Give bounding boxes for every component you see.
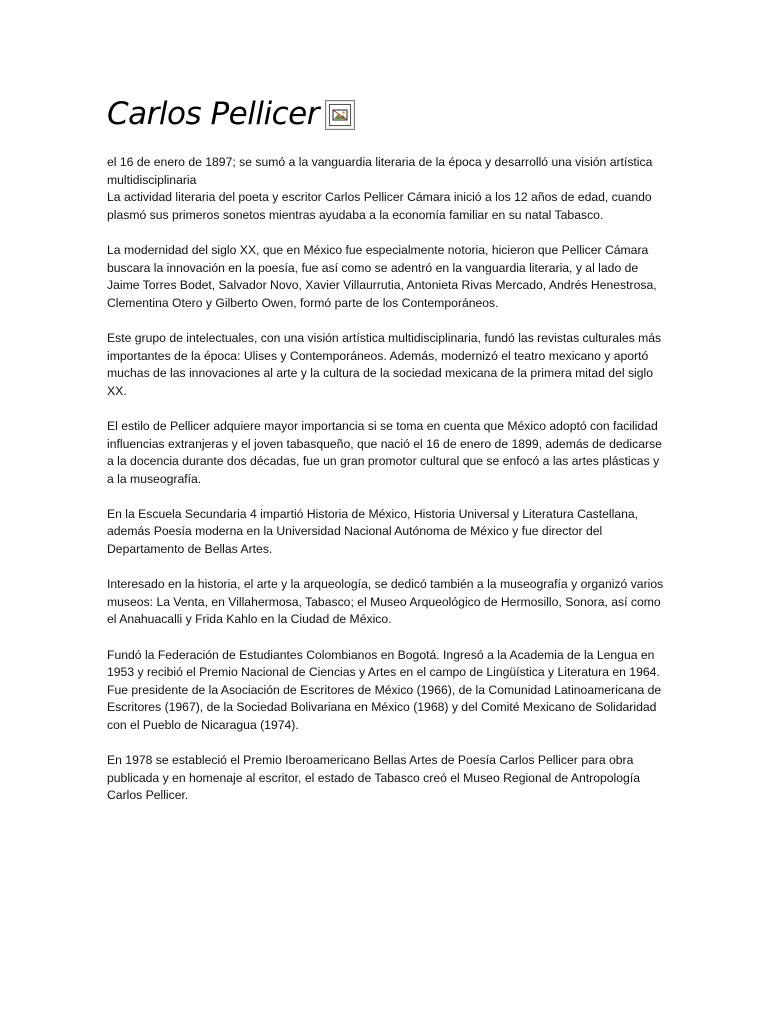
paragraph: El estilo de Pellicer adquiere mayor importancia si se toma en cuenta que México adoptó con facilidad influencias extranjeras y el joven tabasqueño, que nació el 16 de enero de 1899, además de dedicarse a la docencia durante dos décadas, fue un gran promotor cultural que se enfocó a las artes plásticas y a la museografía. — [107, 418, 662, 486]
paragraph: Fundó la Federación de Estudiantes Colombianos en Bogotá. Ingresó a la Academia de la Lengua en 1953 y recibió el Premio Nacional de Ciencias y Artes en el campo de Lingüística y Literatura en 1964. Fue presidente de la Asociación de Escritores de México (1966), de la Comunidad Latinoamericana de Escritores (1967), de la Sociedad Bolivariana en México (1968) y del Comité Mexicano de Solidaridad con el Pueblo de Nicaragua (1974). — [107, 647, 662, 732]
paragraph: En la Escuela Secundaria 4 impartió Historia de México, Historia Universal y Literatura Castellana, además Poesía moderna en la Universidad Nacional Autónoma de México y fue director del Departamento de Bellas Artes. — [107, 506, 639, 557]
title-row — [107, 96, 355, 132]
paragraph: En 1978 se estableció el Premio Iberoamericano Bellas Artes de Poesía Carlos Pellicer para obra publicada y en homenaje al escritor, el estado de Tabasco creó el Museo Regional de Antropología Carlos Pellicer. — [107, 753, 640, 803]
paragraph: La actividad literaria del poeta y escritor Carlos Pellicer Cámara inició a los 12 años de edad, cuando plasmó sus primeros sonetos mientras ayudaba a la economía familiar en su natal Tabasco. — [107, 190, 652, 222]
document-body — [107, 154, 667, 823]
paragraph: Este grupo de intelectuales, con una visión artística multidisciplinaria, fundó las revistas culturales más importantes de la época: Ulises y Contemporáneos. Además, modernizó el teatro mexicano y aportó muchas de las innovaciones al arte y la cultura de la sociedad mexicana de la primera mitad del siglo XX. — [107, 330, 662, 398]
paragraph: el 16 de enero de 1897; se sumó a la vanguardia literaria de la época y desarrolló una visión artística multidisciplinaria — [107, 155, 653, 187]
broken-image-icon — [325, 100, 355, 130]
paragraph: La modernidad del siglo XX, que en México fue especialmente notoria, hicieron que Pellicer Cámara buscara la innovación en la poesía, fue así como se adentró en la vanguardia literaria, y al lado de Jaime Torres Bodet, Salvador Novo, Xavier Villaurrutia, Antonieta Rivas Mercado, Andrés Henestrosa, Clementina Otero y Gilberto Owen, formó parte de los Contemporáneos. — [107, 242, 657, 310]
page-title: Carlos Pellicer — [107, 96, 319, 132]
paragraph: Interesado en la historia, el arte y la arqueología, se dedicó también a la museografía y organizó varios museos: La Venta, en Villahermosa, Tabasco; el Museo Arqueológico de Hermosillo, Sonora, así como el Anahuacalli y Frida Kahlo en la Ciudad de México. — [107, 577, 664, 627]
